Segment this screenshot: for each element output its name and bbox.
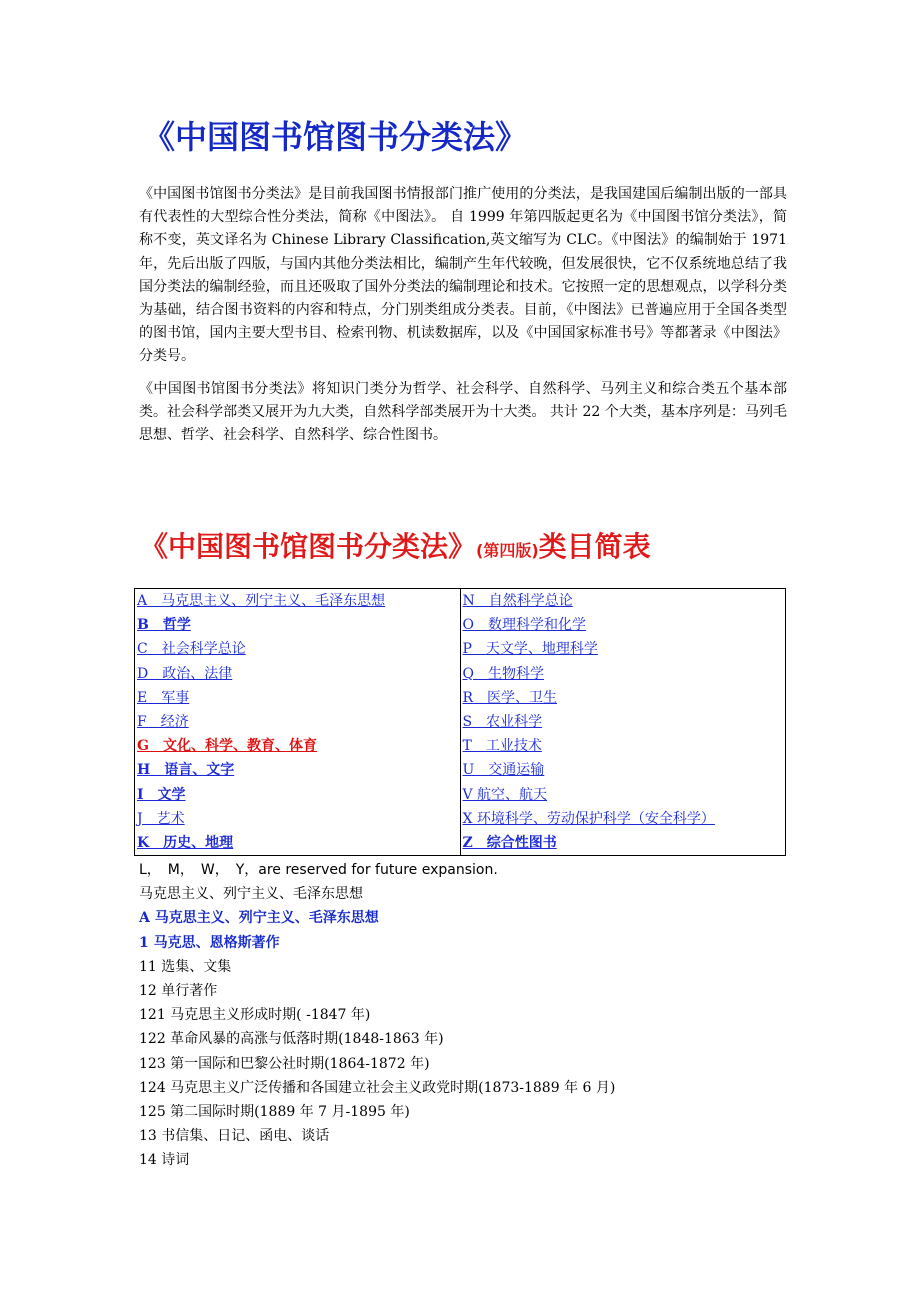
table-title [140,525,651,565]
class-link[interactable]: T 工业技术 [462,738,542,755]
outline-line: 马克思主义、列宁主义、毛泽东思想 [139,886,363,903]
class-cell-left [135,589,461,614]
outline-line: 125 第二国际时期(1889 年 7 月-1895 年) [139,1103,410,1120]
class-cell-left [135,686,461,710]
class-cell-left [135,783,461,807]
class-link[interactable]: S 农业科学 [462,714,543,731]
table-title-suffix: 类目简表 [538,530,651,563]
class-table-row [135,758,786,782]
class-link[interactable]: D 政治、法律 [137,665,233,682]
class-cell-right [460,637,786,661]
class-cell-left [135,613,461,637]
class-link[interactable]: C 社会科学总论 [137,641,246,658]
class-table [134,588,786,856]
class-table-row [135,686,786,710]
class-link[interactable]: P 天文学、地理科学 [462,641,598,658]
class-link[interactable]: V 航空、航天 [462,786,548,803]
class-link[interactable]: H 语言、文字 [137,762,235,779]
class-table-row [135,783,786,807]
class-cell-left [135,710,461,734]
class-cell-left [135,831,461,856]
class-link[interactable]: Z 综合性图书 [462,834,557,851]
class-cell-right [460,662,786,686]
class-cell-left [135,807,461,831]
class-table-row [135,807,786,831]
class-link[interactable]: J 艺术 [137,810,185,827]
outline-line: 11 选集、文集 [139,958,232,975]
outline-list [139,858,615,1172]
outline-line: 123 第一国际和巴黎公社时期(1864-1872 年) [139,1055,430,1072]
class-cell-right [460,758,786,782]
class-cell-left [135,662,461,686]
class-cell-left [135,637,461,661]
class-link[interactable]: E 军事 [137,689,190,706]
class-cell-right [460,807,786,831]
outline-line: 14 诗词 [139,1152,190,1169]
class-link[interactable]: R 医学、卫生 [462,689,558,706]
outline-line: 13 书信集、日记、函电、谈话 [139,1128,330,1145]
outline-line: 1 马克思、恩格斯著作 [139,934,280,951]
outline-line: L， M， W， Y，are reserved for future expansion. [139,862,498,878]
class-link[interactable]: I 文学 [137,786,186,803]
outline-line: 12 单行著作 [139,982,218,999]
class-link[interactable]: O 数理科学和化学 [462,617,586,634]
class-link[interactable]: K 历史、地理 [137,834,234,851]
class-cell-right [460,589,786,614]
class-table-row [135,710,786,734]
outline-line: 121 马克思主义形成时期( -1847 年) [139,1007,371,1024]
class-table-row [135,637,786,661]
page-title: 《中国图书馆图书分类法》 [143,118,528,156]
class-table-row [135,613,786,637]
class-cell-right [460,831,786,856]
intro-paragraph: 《中国图书馆图书分类法》是目前我国图书情报部门推广使用的分类法，是我国建国后编制出版的一部具有代表性的大型综合性分类法，简称《中图法》。 自 1999 年第四版起更名为《中国图书馆分类法》，简称不变，英文译名为 Chinese Library Classification,英文缩写为 CLC。《中图法》的编制始于 1971 年，先后出版了四版，与国内其他分类法相比，编制产生年代较晚，但发展很快，它不仅系统地总结了我国分类法的编制经验，而且还吸取了国外分类法的编制理论和技术。它按照一定的思想观点，以学科分类为基础，结合图书资料的内容和特点，分门别类组成分类表。目前，《中图法》已普遍应用于全国各类型的图书馆，国内主要大型书目、检索刊物、机读数据库，以及《中国国家标准书号》等都著录《中图法》分类号。 [139,186,787,365]
class-link[interactable]: G 文化、科学、教育、体育 [137,738,317,755]
class-table-row [135,589,786,614]
class-cell-left [135,758,461,782]
structure-paragraph: 《中国图书馆图书分类法》将知识门类分为哲学、社会科学、自然科学、马列主义和综合类五个基本部类。社会科学部类又展开为九大类，自然科学部类展开为十大类。 共计 22 个大类，基本序列是：马列毛思想、哲学、社会科学、自然科学、综合性图书。 [139,381,787,444]
outline-line: A 马克思主义、列宁主义、毛泽东思想 [139,910,379,927]
class-link[interactable]: F 经济 [137,714,189,731]
outline-line: 124 马克思主义广泛传播和各国建立社会主义政党时期(1873-1889 年 6 月) [139,1079,616,1096]
class-link[interactable]: X 环境科学、劳动保护科学（安全科学） [462,810,715,827]
class-link[interactable]: N 自然科学总论 [462,593,573,610]
class-cell-right [460,783,786,807]
class-link[interactable]: A 马克思主义、列宁主义、毛泽东思想 [137,593,386,610]
class-cell-right [460,734,786,758]
table-title-main: 《中国图书馆图书分类法》 [140,530,477,563]
class-table-row [135,734,786,758]
table-title-edition: (第四版) [476,541,539,560]
class-link[interactable]: Q 生物科学 [462,665,544,682]
class-cell-right [460,613,786,637]
class-cell-left [135,734,461,758]
class-cell-right [460,710,786,734]
class-cell-right [460,686,786,710]
class-link[interactable]: B 哲学 [137,617,191,634]
class-table-row [135,831,786,856]
outline-line: 122 革命风暴的高涨与低落时期(1848-1863 年) [139,1031,444,1048]
class-link[interactable]: U 交通运输 [462,762,545,779]
class-table-row [135,662,786,686]
